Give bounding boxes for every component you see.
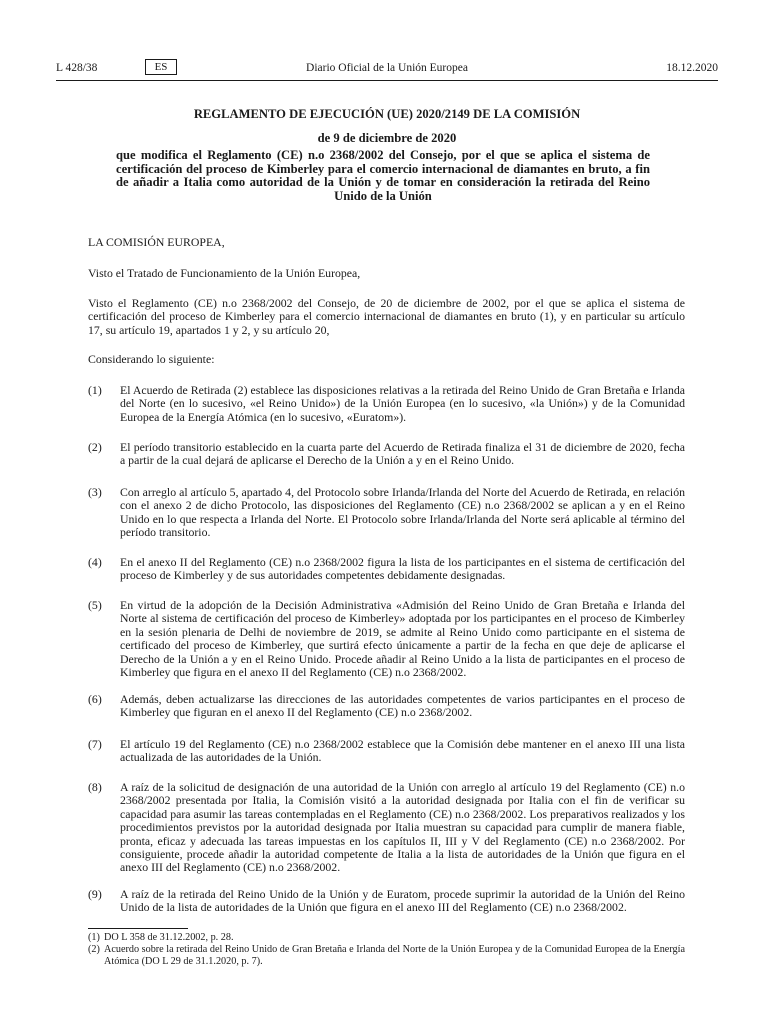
footnote-mark: (1) bbox=[88, 932, 100, 943]
recital-number: (6) bbox=[88, 692, 102, 706]
institution-line: LA COMISIÓN EUROPEA, bbox=[88, 235, 225, 249]
title-spacer bbox=[56, 122, 718, 130]
regulation-date: de 9 de diciembre de 2020 bbox=[317, 131, 457, 145]
footnotes bbox=[88, 932, 685, 968]
recital-number: (1) bbox=[88, 383, 102, 397]
footnote-divider bbox=[88, 928, 188, 929]
journal-header bbox=[56, 60, 718, 76]
recital-number: (8) bbox=[88, 780, 102, 794]
recital-text: El período transitorio establecido en la cuarta parte del Acuerdo de Retirada finaliza el 31 de diciembre de 2020, fecha a partir de la cual dejará de aplicarse el Derecho de la Unión a y en el Reino Unido. bbox=[120, 440, 685, 468]
footnote-2 bbox=[88, 944, 685, 968]
recital-text: El Acuerdo de Retirada (2) establece las disposiciones relativas a la retirada del Reino Unido de Gran Bretaña e Irlanda del Norte (en lo sucesivo, «el Reino Unido») de la Unión Europea (en lo sucesivo, «la Unión») y de la Comunidad Europea de la Energía Atómica (en lo sucesivo, «Euratom»). bbox=[120, 383, 685, 424]
recital-text: A raíz de la solicitud de designación de una autoridad de la Unión con arreglo al artículo 19 del Reglamento (CE) n.o 2368/2002 presentada por Italia, la Comisión visitó a la autoridad designada por Italia con el fin de verificar su capacidad para asumir las tareas contempladas en el Reglamento (CE) n.o 2368/2002. Los preparativos realizados y los procedimientos previstos por la autoridad designada por Italia muestran su capacidad para cumplir de manera fiable, pronta, eficaz y adecuada las tareas impuestas en los capítulos II, III y V del Reglamento (CE) n.o 2368/2002. Por consiguiente, procede añadir la autoridad competente de Italia a la lista de autoridades de la Unión que figura en el anexo III del Reglamento (CE) n.o 2368/2002. bbox=[120, 780, 685, 875]
regulation-subject: que modifica el Reglamento (CE) n.o 2368/2002 del Consejo, por el que se aplica el sistema de certificación del proceso de Kimberley para el comercio internacional de diamantes en bruto, a fin de añadir a Italia como autoridad de la Unión y de tomar en consideración la retirada del Reino Unido de la Unión bbox=[116, 148, 650, 203]
recital-text: Con arreglo al artículo 5, apartado 4, del Protocolo sobre Irlanda/Irlanda del Norte del Acuerdo de Retirada, en relación con el anexo 2 de dicho Protocolo, las disposiciones del Reglamento (CE) n.o 2368/2002 se aplican a y en el Reino Unido en lo que respecta a Irlanda del Norte. El Protocolo sobre Irlanda/Irlanda del Norte será aplicable al término del período transitorio. bbox=[120, 485, 685, 540]
recital-text: En virtud de la adopción de la Decisión Administrativa «Admisión del Reino Unido de Gran Bretaña e Irlanda del Norte al sistema de certificación del proceso de Kimberley» adoptada por los participantes en el proceso de Kimberley en la sesión plenaria de Delhi de noviembre de 2019, se admite al Reino Unido como participante en el sistema de certificado del proceso de Kimberley, que surtirá efecto únicamente a partir de la fecha en que deje de aplicarse el Derecho de la Unión a y en el Reino Unido. Procede añadir al Reino Unido a la lista de participantes en el proceso de Kimberley que figura en el anexo II del Reglamento (CE) n.o 2368/2002. bbox=[120, 598, 685, 680]
recital-number: (2) bbox=[88, 440, 102, 454]
visto-treaty: Visto el Tratado de Funcionamiento de la Unión Europea, bbox=[88, 266, 361, 280]
recital-text: A raíz de la retirada del Reino Unido de la Unión y de Euratom, procede suprimir la autoridad de la Unión del Reino Unido de la lista de autoridades de la Unión que figura en el anexo III del Reglamento (CE) n.o 2368/2002. bbox=[120, 887, 685, 915]
language-badge: ES bbox=[145, 59, 177, 75]
recital-number: (5) bbox=[88, 598, 102, 612]
regulation-title bbox=[56, 106, 718, 146]
footnote-text: DO L 358 de 31.12.2002, p. 28. bbox=[104, 932, 234, 943]
footnote-text: Acuerdo sobre la retirada del Reino Unido de Gran Bretaña e Irlanda del Norte de la Unión Europea y de la Comunidad Europea de la Energía Atómica (DO L 29 de 31.1.2020, p. 7). bbox=[104, 944, 685, 967]
regulation-name: REGLAMENTO DE EJECUCIÓN (UE) 2020/2149 DE LA COMISIÓN bbox=[193, 107, 581, 121]
header-divider bbox=[56, 80, 718, 81]
recital-text: El artículo 19 del Reglamento (CE) n.o 2368/2002 establece que la Comisión debe mantener en el anexo III una lista actualizada de las autoridades de la Unión. bbox=[120, 737, 685, 765]
journal-title: Diario Oficial de la Unión Europea bbox=[306, 62, 468, 74]
recital-text: Además, deben actualizarse las direcciones de las autoridades competentes de varios participantes en el proceso de Kimberley que figuran en el anexo II del Reglamento (CE) n.o 2368/2002. bbox=[120, 692, 685, 720]
recital-number: (3) bbox=[88, 485, 102, 499]
journal-reference: L 428/38 bbox=[56, 62, 98, 74]
journal-date: 18.12.2020 bbox=[666, 62, 718, 74]
visto-regulation: Visto el Reglamento (CE) n.o 2368/2002 del Consejo, de 20 de diciembre de 2002, por el que se aplica el sistema de certificación del proceso de Kimberley para el comercio internacional de diamantes en bruto (1), y en particular su artículo 17, su artículo 19, apartados 1 y 2, y su artículo 20, bbox=[88, 296, 685, 337]
footnote-mark: (2) bbox=[88, 944, 100, 955]
footnote-1 bbox=[88, 932, 685, 944]
recital-number: (7) bbox=[88, 737, 102, 751]
recital-text: En el anexo II del Reglamento (CE) n.o 2368/2002 figura la lista de los participantes en el sistema de certificación del proceso de Kimberley y de sus autoridades competentes debidamente designadas. bbox=[120, 555, 685, 583]
recital-number: (4) bbox=[88, 555, 102, 569]
considerando-heading: Considerando lo siguiente: bbox=[88, 352, 215, 366]
recital-number: (9) bbox=[88, 887, 102, 901]
